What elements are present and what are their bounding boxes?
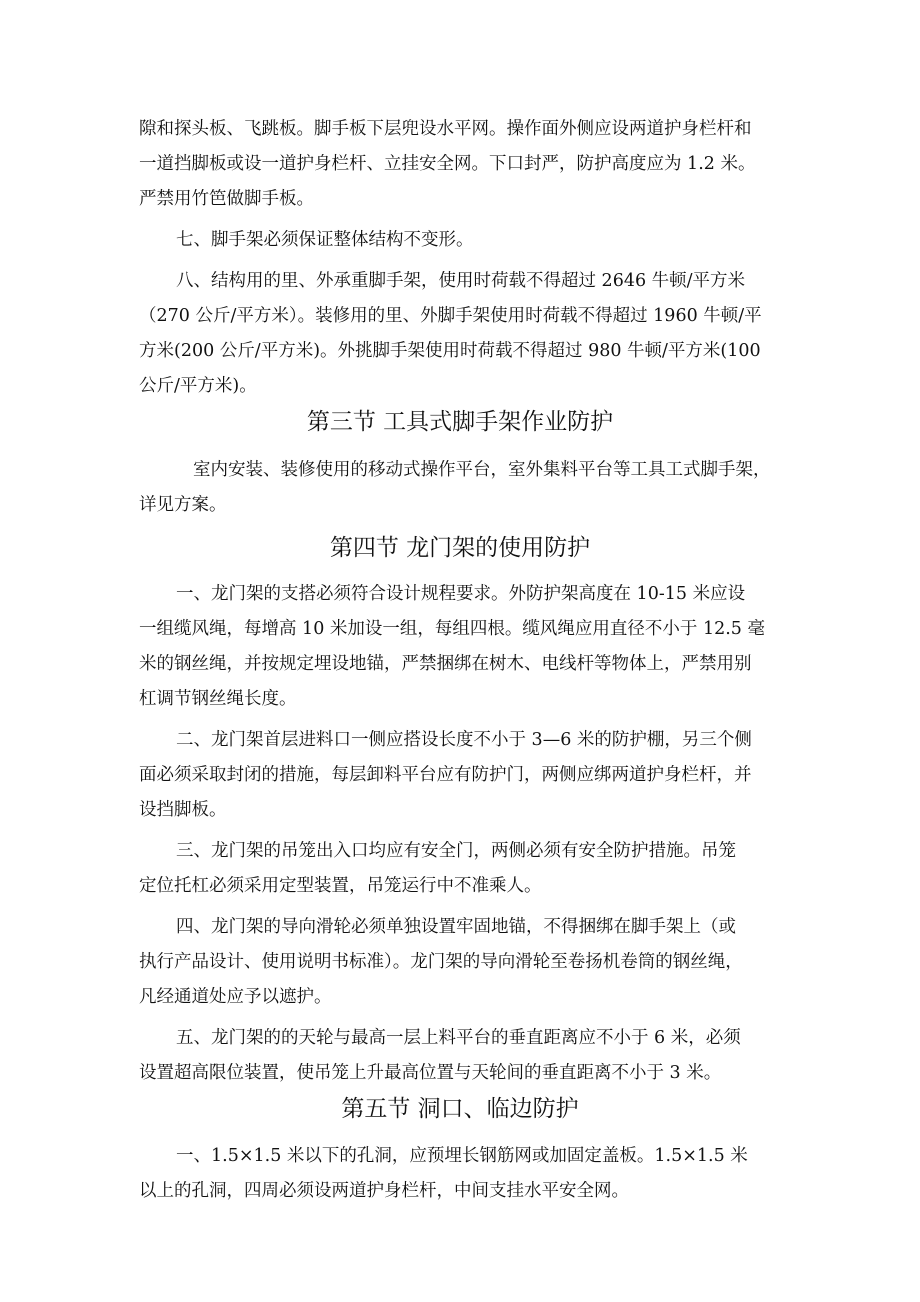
paragraph-line: 详见方案。 bbox=[139, 495, 227, 515]
paragraph-line: （270 公斤/平方米）。装修用的里、外脚手架使用时荷载不得超过 1960 牛顿/平 bbox=[139, 306, 762, 326]
paragraph-line: 一道挡脚板或设一道护身栏杆、立挂安全网。下口封严，防护高度应为 1.2 米。 bbox=[139, 154, 756, 174]
paragraph-line: 定位托杠必须采用定型装置，吊笼运行中不准乘人。 bbox=[139, 876, 542, 896]
paragraph-line: 严禁用竹笆做脚手板。 bbox=[139, 189, 314, 209]
paragraph-line: 隙和探头板、飞跳板。脚手板下层兜设水平网。操作面外侧应设两道护身栏杆和 bbox=[139, 119, 752, 139]
paragraph-line: 四、龙门架的导向滑轮必须单独设置牢固地锚，不得捆绑在脚手架上（或 bbox=[176, 917, 736, 937]
paragraph-line: 凡经通道处应予以遮护。 bbox=[139, 987, 332, 1007]
paragraph-line: 一、1.5×1.5 米以下的孔洞，应预埋长钢筋网或加固定盖板。1.5×1.5 米 bbox=[176, 1146, 748, 1166]
paragraph-line: 三、龙门架的吊笼出入口均应有安全门，两侧必须有安全防护措施。吊笼 bbox=[176, 841, 736, 861]
paragraph-line: 杠调节钢丝绳长度。 bbox=[139, 689, 297, 709]
paragraph-line: 公斤/平方米)。 bbox=[139, 376, 257, 396]
paragraph-line: 一、龙门架的支搭必须符合设计规程要求。外防护架高度在 10-15 米应设 bbox=[176, 584, 746, 604]
paragraph-line: 方米(200 公斤/平方米)。外挑脚手架使用时荷载不得超过 980 牛顿/平方米(100 bbox=[139, 341, 761, 361]
paragraph-line: 米的钢丝绳，并按规定埋设地锚，严禁捆绑在树木、电线杆等物体上，严禁用别 bbox=[139, 654, 752, 674]
paragraph-line: 一组缆风绳，每增高 10 米加设一组，每组四根。缆风绳应用直径不小于 12.5 毫 bbox=[139, 619, 765, 639]
paragraph-line: 八、结构用的里、外承重脚手架，使用时荷载不得超过 2646 牛顿/平方米 bbox=[176, 271, 746, 291]
paragraph-line: 室内安装、装修使用的移动式操作平台，室外集料平台等工具工式脚手架， bbox=[193, 460, 771, 480]
paragraph-line: 七、脚手架必须保证整体结构不变形。 bbox=[176, 230, 474, 250]
section-heading: 第五节 洞口、临边防护 bbox=[341, 1096, 579, 1122]
paragraph-line: 执行产品设计、使用说明书标准）。龙门架的导向滑轮至卷扬机卷筒的钢丝绳， bbox=[139, 952, 743, 972]
paragraph-line: 五、龙门架的的天轮与最高一层上料平台的垂直距离应不小于 6 米，必须 bbox=[176, 1028, 741, 1048]
section-heading: 第三节 工具式脚手架作业防护 bbox=[306, 409, 614, 435]
paragraph-line: 以上的孔洞，四周必须设两道护身栏杆，中间支挂水平安全网。 bbox=[139, 1181, 629, 1201]
section-heading: 第四节 龙门架的使用防护 bbox=[329, 535, 591, 561]
paragraph-line: 设挡脚板。 bbox=[139, 800, 227, 820]
paragraph-line: 二、龙门架首层进料口一侧应搭设长度不小于 3—6 米的防护棚，另三个侧 bbox=[176, 730, 752, 750]
paragraph-line: 设置超高限位装置，使吊笼上升最高位置与天轮间的垂直距离不小于 3 米。 bbox=[139, 1063, 722, 1083]
paragraph-line: 面必须采取封闭的措施，每层卸料平台应有防护门，两侧应绑两道护身栏杆，并 bbox=[139, 765, 752, 785]
